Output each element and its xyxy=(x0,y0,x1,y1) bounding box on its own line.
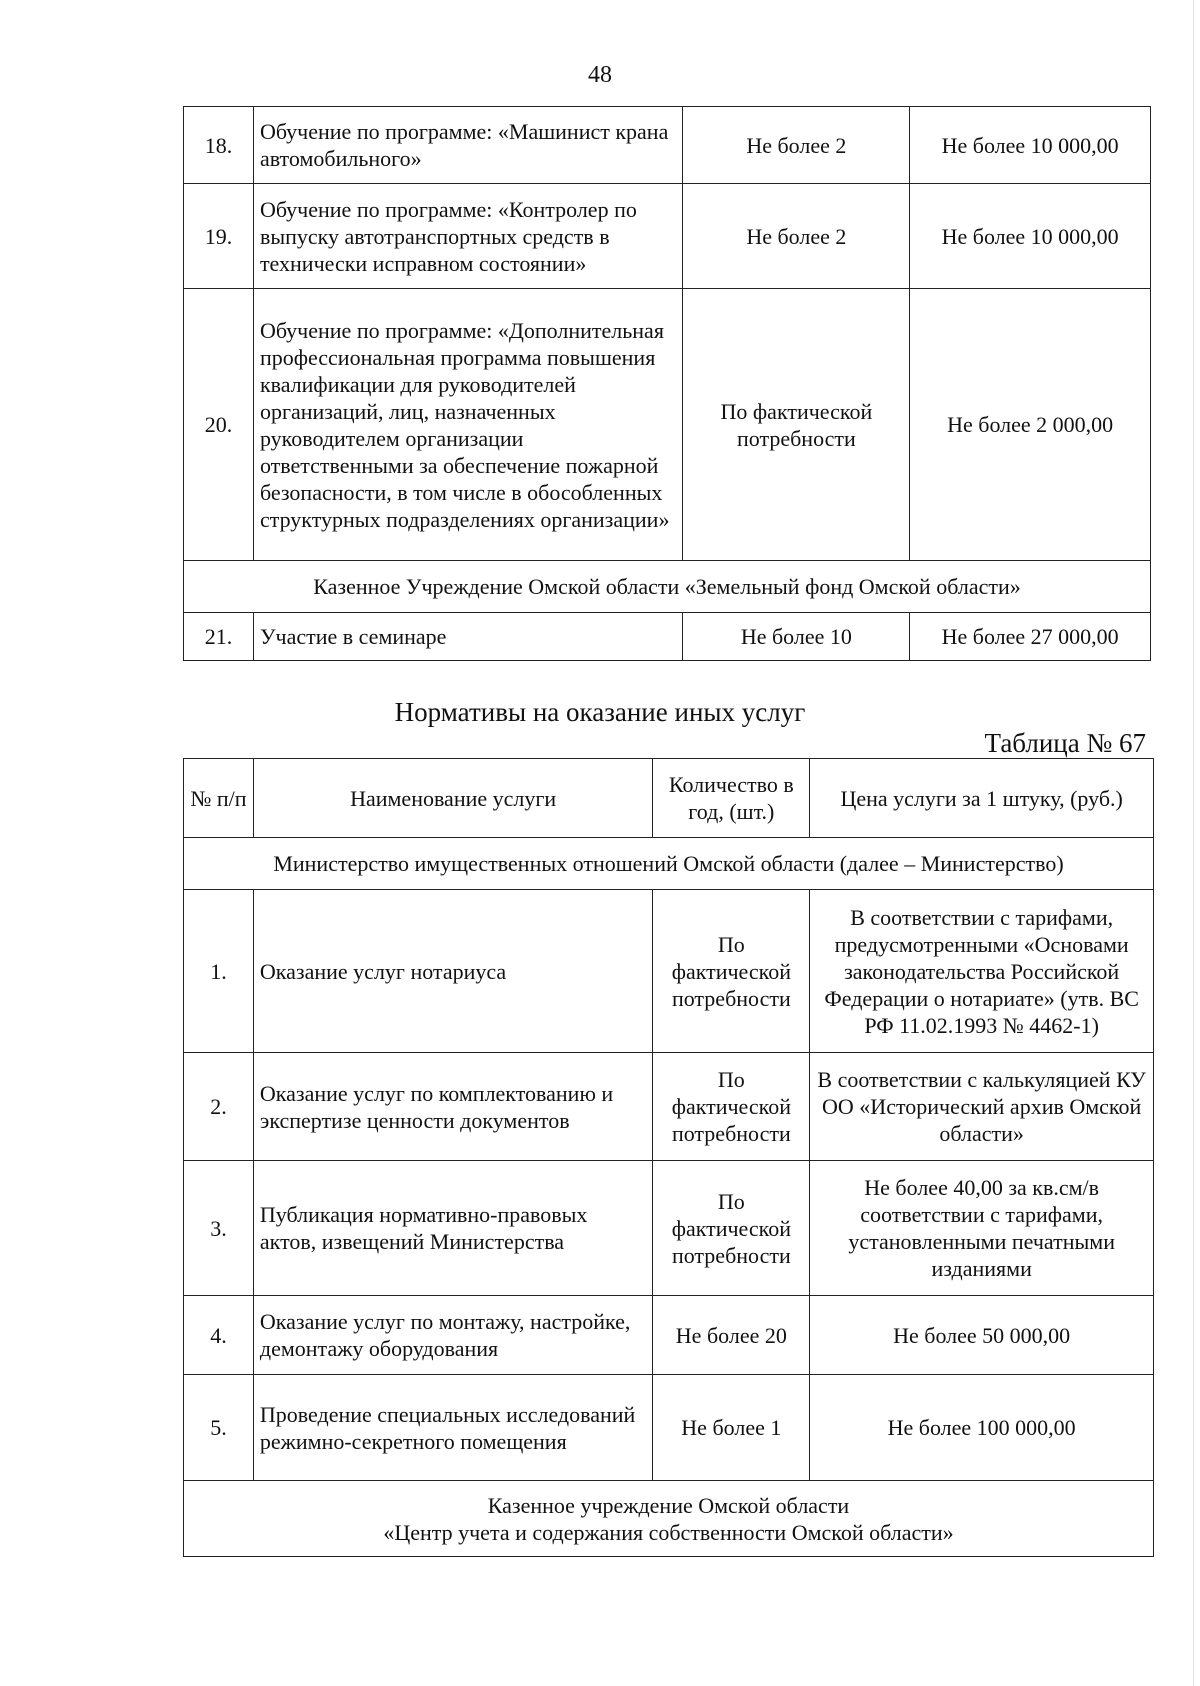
table-row xyxy=(184,1375,1154,1481)
row-number: 1. xyxy=(184,890,254,1053)
quantity: По фактической потребности xyxy=(683,289,910,561)
price: Не более 50 000,00 xyxy=(810,1296,1154,1375)
header-price: Цена услуги за 1 штуку, (руб.) xyxy=(810,759,1154,838)
price: Не более 27 000,00 xyxy=(910,613,1151,661)
table-row xyxy=(184,107,1151,184)
row-number: 20. xyxy=(184,289,254,561)
quantity: Не более 1 xyxy=(653,1375,810,1481)
price: В соответствии с калькуляцией КУ ОО «Исторический архив Омской области» xyxy=(810,1053,1154,1161)
institution-heading-line1: Казенное учреждение Омской области xyxy=(487,1492,850,1518)
header-number: № п/п xyxy=(184,759,254,838)
service-name: Обучение по программе: «Машинист крана автомобильного» xyxy=(253,107,683,184)
price: Не более 100 000,00 xyxy=(810,1375,1154,1481)
scan-edge-line xyxy=(1193,0,1194,1686)
price: Не более 40,00 за кв.см/в соответствии с тарифами, установленными печатными изданиями xyxy=(810,1161,1154,1296)
service-name: Публикация нормативно-правовых актов, извещений Министерства xyxy=(253,1161,652,1296)
table-header-row xyxy=(184,759,1154,838)
service-name: Обучение по программе: «Контролер по выпуску автотранспортных средств в технически исправном состоянии» xyxy=(253,184,683,289)
price: Не более 2 000,00 xyxy=(910,289,1151,561)
service-name: Обучение по программе: «Дополнительная профессиональная программа повышения квалификации для руководителей организаций, лиц, назначенных руководителем организации ответственными за обеспечение пожарной безопасности, в том числе в обособленных структурных подразделениях организации» xyxy=(253,289,683,561)
section-row xyxy=(184,1481,1154,1557)
service-name: Оказание услуг по монтажу, настройке, демонтажу оборудования xyxy=(253,1296,652,1375)
price: Не более 10 000,00 xyxy=(910,107,1151,184)
header-quantity: Количество в год, (шт.) xyxy=(653,759,810,838)
row-number: 2. xyxy=(184,1053,254,1161)
row-number: 18. xyxy=(184,107,254,184)
ministry-heading: Министерство имущественных отношений Омской области (далее – Министерство) xyxy=(184,838,1154,890)
quantity: Не более 2 xyxy=(683,107,910,184)
services-table-continued xyxy=(183,106,1151,661)
table-row xyxy=(184,890,1154,1053)
service-name: Оказание услуг по комплектованию и экспертизе ценности документов xyxy=(253,1053,652,1161)
quantity: Не более 2 xyxy=(683,184,910,289)
price: В соответствии с тарифами, предусмотренными «Основами законодательства Российской Федерации о нотариате» (утв. ВС РФ 11.02.1993 № 4462-1) xyxy=(810,890,1154,1053)
row-number: 4. xyxy=(184,1296,254,1375)
table-row xyxy=(184,1053,1154,1161)
section-row xyxy=(184,561,1151,613)
row-number: 5. xyxy=(184,1375,254,1481)
service-name: Оказание услуг нотариуса xyxy=(253,890,652,1053)
table-row xyxy=(184,289,1151,561)
page-number: 48 xyxy=(588,62,612,88)
quantity: По фактической потребности xyxy=(653,1161,810,1296)
quantity: Не более 20 xyxy=(653,1296,810,1375)
other-services-table xyxy=(183,758,1154,1557)
quantity: По фактической потребности xyxy=(653,1053,810,1161)
section-heading: Казенное Учреждение Омской области «Земельный фонд Омской области» xyxy=(184,561,1151,613)
institution-heading-line2: «Центр учета и содержания собственности Омской области» xyxy=(383,1519,954,1545)
service-name: Проведение специальных исследований режимно-секретного помещения xyxy=(253,1375,652,1481)
row-number: 3. xyxy=(184,1161,254,1296)
table-row xyxy=(184,613,1151,661)
row-number: 19. xyxy=(184,184,254,289)
price: Не более 10 000,00 xyxy=(910,184,1151,289)
quantity: По фактической потребности xyxy=(653,890,810,1053)
service-name: Участие в семинаре xyxy=(253,613,683,661)
institution-heading xyxy=(184,1481,1154,1557)
table-row xyxy=(184,1296,1154,1375)
table-row xyxy=(184,184,1151,289)
header-name: Наименование услуги xyxy=(253,759,652,838)
row-number: 21. xyxy=(184,613,254,661)
quantity: Не более 10 xyxy=(683,613,910,661)
table-label: Таблица № 67 xyxy=(984,728,1146,758)
table-row xyxy=(184,1161,1154,1296)
section-row xyxy=(184,838,1154,890)
section-title: Нормативы на оказание иных услуг xyxy=(394,697,806,727)
